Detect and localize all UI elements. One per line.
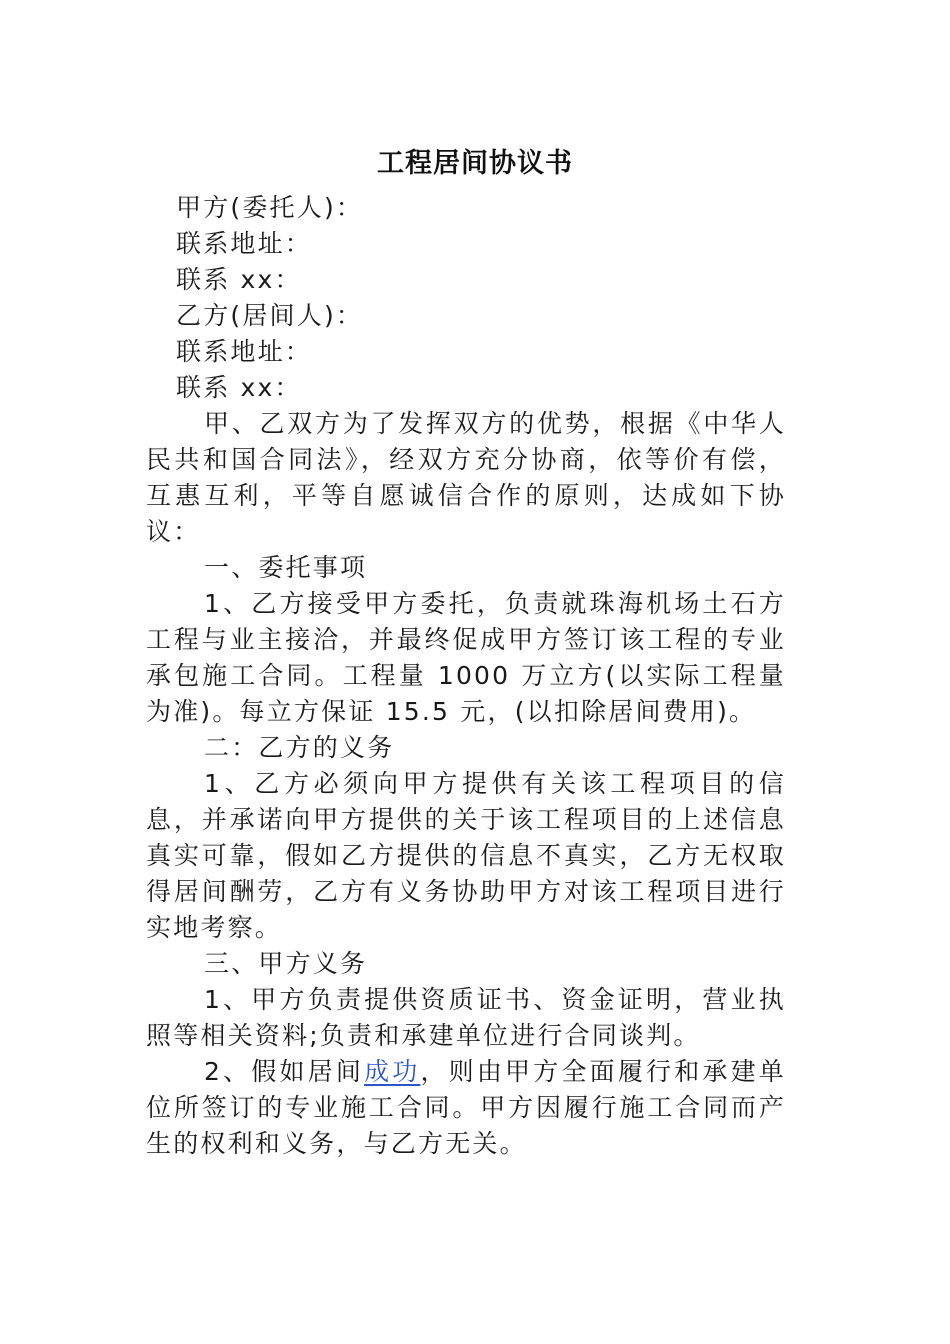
party-a-address: 联系地址： bbox=[176, 229, 313, 258]
document-body bbox=[146, 190, 786, 1162]
section1-item1: 1、乙方接受甲方委托，负责就珠海机场土石方工程与业主接洽，并最终促成甲方签订该工程的专业承包施工合同。工程量 1000 万立方(以实际工程量为准)。每立方保证 15.5 元，(以扣除居间费用)。 bbox=[146, 589, 786, 726]
success-link[interactable]: 成功 bbox=[364, 1057, 421, 1086]
party-b-label: 乙方(居间人)： bbox=[176, 301, 364, 330]
section3-item2-after: ，则由甲方全面履行和承建单位所签订的专业施工合同。甲方因履行施工合同而产生的权利和义务，与乙方无关。 bbox=[146, 1057, 786, 1158]
section1-heading: 一、委托事项 bbox=[204, 553, 368, 582]
section2-heading: 二：乙方的义务 bbox=[204, 733, 395, 762]
party-a-contact: 联系 xx： bbox=[176, 265, 302, 294]
section2-item1: 1、乙方必须向甲方提供有关该工程项目的信息，并承诺向甲方提供的关于该工程项目的上述信息真实可靠，假如乙方提供的信息不真实，乙方无权取得居间酬劳，乙方有义务协助甲方对该工程项目进行实地考察。 bbox=[146, 769, 786, 942]
section3-heading: 三、甲方义务 bbox=[204, 949, 368, 978]
party-b-address: 联系地址： bbox=[176, 337, 313, 366]
section3-item2-before: 2、假如居间 bbox=[204, 1057, 365, 1086]
party-b-contact: 联系 xx： bbox=[176, 373, 302, 402]
section3-item2 bbox=[146, 1054, 786, 1162]
document-title: 工程居间协议书 bbox=[377, 148, 573, 179]
section3-item1: 1、甲方负责提供资质证书、资金证明，营业执照等相关资料;负责和承建单位进行合同谈判。 bbox=[146, 985, 786, 1050]
party-a-label: 甲方(委托人)： bbox=[176, 193, 364, 222]
intro-paragraph: 甲、乙双方为了发挥双方的优势，根据《中华人民共和国合同法》，经双方充分协商，依等价有偿，互惠互利，平等自愿诚信合作的原则，达成如下协议： bbox=[146, 409, 786, 546]
